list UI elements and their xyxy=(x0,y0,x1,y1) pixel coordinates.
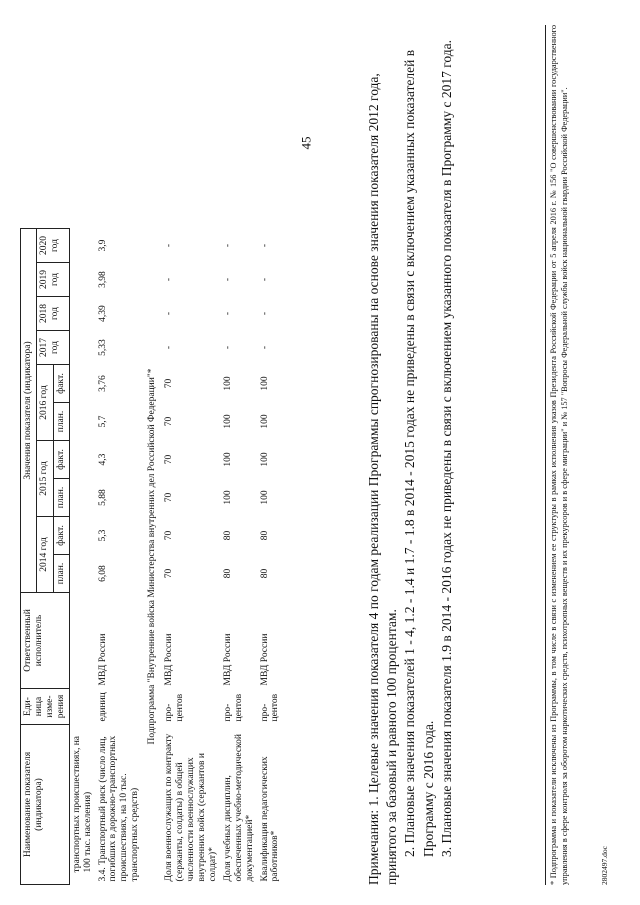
value-cell: 80 xyxy=(222,568,233,579)
note-text: 2. Плановые значения показателей 1 - 4, 1.2 - 1.4 и 1.7 - 1.8 в 2014 - 2015 годах не приведены в связи с включением указанных показателей в Программу с 2016 года. xyxy=(402,49,436,857)
indicator-unit: про-центов xyxy=(259,693,281,722)
value-cell: - xyxy=(164,345,175,350)
value-cell: 80 xyxy=(222,530,233,541)
value-cell: 70 xyxy=(164,492,175,503)
indicator-executor: МВД России xyxy=(222,633,233,686)
header-plan: план. xyxy=(53,403,69,441)
value-cell: - xyxy=(259,345,270,350)
value-cell: 4,3 xyxy=(97,453,108,466)
value-cell: 4,39 xyxy=(97,305,108,322)
header-2017: 2017 год xyxy=(36,331,69,365)
note-item xyxy=(401,25,437,885)
value-cell: - xyxy=(222,311,233,316)
value-cell: - xyxy=(164,311,175,316)
header-unit: Еди-ница изме-рения xyxy=(21,689,70,725)
value-cell: 3,9 xyxy=(97,239,108,252)
value-cell: 5,33 xyxy=(97,339,108,356)
indicator-unit: про-центов xyxy=(222,693,244,722)
indicator-executor: МВД России xyxy=(259,633,270,686)
rotated-page-content xyxy=(20,25,620,885)
subprogram-title: Подпрограмма "Внутренние войска Министерства внутренних дел Российской Федерации"* xyxy=(147,368,158,745)
header-2020: 2020 год xyxy=(36,229,69,263)
header-fact: факт. xyxy=(53,517,69,555)
header-values-group: Значения показателя (индикатора) xyxy=(21,229,37,593)
indicator-unit: единиц xyxy=(97,692,108,722)
value-cell: 5,3 xyxy=(97,529,108,542)
header-fact: факт. xyxy=(53,441,69,479)
footnote: * Подпрограмма и показатели исключены из Программы, в том числе в связи с изменением ее структуры в рамках исполнения указов Президента Российской Федерации от 5 апреля 2016 г. № 156 "О совершенствовании государственного управления в сфере контроля за оборотом наркотических средств, психотропных веществ и их прекурсоров и в сфере миграции" и № 157 "Вопросы Федеральной службы войск национальной гвардии Российской Федерации". xyxy=(545,25,571,885)
value-cell: 3,98 xyxy=(97,271,108,288)
value-cell: 100 xyxy=(259,414,270,429)
header-2014: 2014 год xyxy=(36,517,53,593)
value-cell: - xyxy=(222,277,233,282)
header-plan: план. xyxy=(53,555,69,593)
page-number: 45 xyxy=(298,136,314,150)
table-row xyxy=(221,229,258,885)
table-row-continuation xyxy=(69,229,95,885)
value-cell: - xyxy=(222,345,233,350)
value-cell: 100 xyxy=(222,376,233,391)
note-item xyxy=(438,25,456,885)
header-plan: план. xyxy=(53,479,69,517)
value-cell: 5,7 xyxy=(97,415,108,428)
document-id: 2802497.doc xyxy=(600,846,609,885)
value-cell: - xyxy=(259,277,270,282)
continuation-cell: транспортных происшествиях, на 100 тыс. населения) xyxy=(71,736,93,873)
header-2018: 2018 год xyxy=(36,297,69,331)
value-cell: 100 xyxy=(222,452,233,467)
note-item xyxy=(365,25,401,885)
table-row xyxy=(162,229,221,885)
subprogram-row xyxy=(143,229,162,885)
value-cell: - xyxy=(222,243,233,248)
value-cell: 5,88 xyxy=(97,489,108,506)
header-2016: 2016 год xyxy=(36,365,53,441)
value-cell: 100 xyxy=(222,490,233,505)
indicator-name: Доля военнослужащих по контракту (сержанты, солдаты) в общей численности военнослужащих внутренних войск (сержантов и солдат)* xyxy=(164,733,218,882)
value-cell: - xyxy=(259,243,270,248)
value-cell: 70 xyxy=(164,568,175,579)
header-2019: 2019 год xyxy=(36,263,69,297)
row-3-4-name-cell xyxy=(96,725,144,885)
value-cell: 70 xyxy=(164,378,175,389)
notes-lead: Примечания: xyxy=(366,809,381,885)
indicators-table xyxy=(20,228,283,885)
value-cell: - xyxy=(164,277,175,282)
indicator-executor: МВД России xyxy=(164,633,175,686)
indicator-name: Квалификация педагогических работников* xyxy=(259,756,281,882)
header-fact: факт. xyxy=(53,365,69,403)
value-cell: 80 xyxy=(259,530,270,541)
indicator-unit: про-центов xyxy=(164,693,186,722)
indicator-executor: МВД России xyxy=(97,633,108,686)
note-text: 3. Плановые значения показателя 1.9 в 2014 - 2016 годах не приведены в связи с включением указанного показателя в Программу с 2017 года. xyxy=(438,39,454,857)
value-cell: 100 xyxy=(259,376,270,391)
indicator-name: Доля учебных дисциплин, обеспеченных учебно-методической документацией* xyxy=(222,733,255,882)
value-cell: 3,76 xyxy=(97,375,108,392)
table-row xyxy=(258,229,284,885)
header-row-1 xyxy=(21,229,37,885)
value-cell: 80 xyxy=(259,568,270,579)
header-2015: 2015 год xyxy=(36,441,53,517)
value-cell: - xyxy=(259,311,270,316)
value-cell: 70 xyxy=(164,454,175,465)
value-cell: 70 xyxy=(164,416,175,427)
value-cell: 100 xyxy=(259,452,270,467)
value-cell: 100 xyxy=(222,414,233,429)
table-row-3-4 xyxy=(96,229,144,885)
value-cell: - xyxy=(164,243,175,248)
note-text: 1. Целевые значения показателя 4 по годам реализации Программы спрогнозированы на основе значения показателя 2012 года, принятого за базовый и равного 100 процентам. xyxy=(366,73,400,885)
notes-section xyxy=(365,25,456,885)
indicator-name: Транспортный риск (число лиц, погибших в дорожно-транспортных происшествиях, на 10 тыс. транспортных средств) xyxy=(97,735,141,882)
row-number: 3.4. xyxy=(97,867,108,882)
header-executor: Ответственный исполнитель xyxy=(21,593,70,689)
value-cell: 6,08 xyxy=(97,565,108,582)
value-cell: 70 xyxy=(164,530,175,541)
value-cell: 100 xyxy=(259,490,270,505)
header-name: Наименование показателя (индикатора) xyxy=(21,725,70,885)
